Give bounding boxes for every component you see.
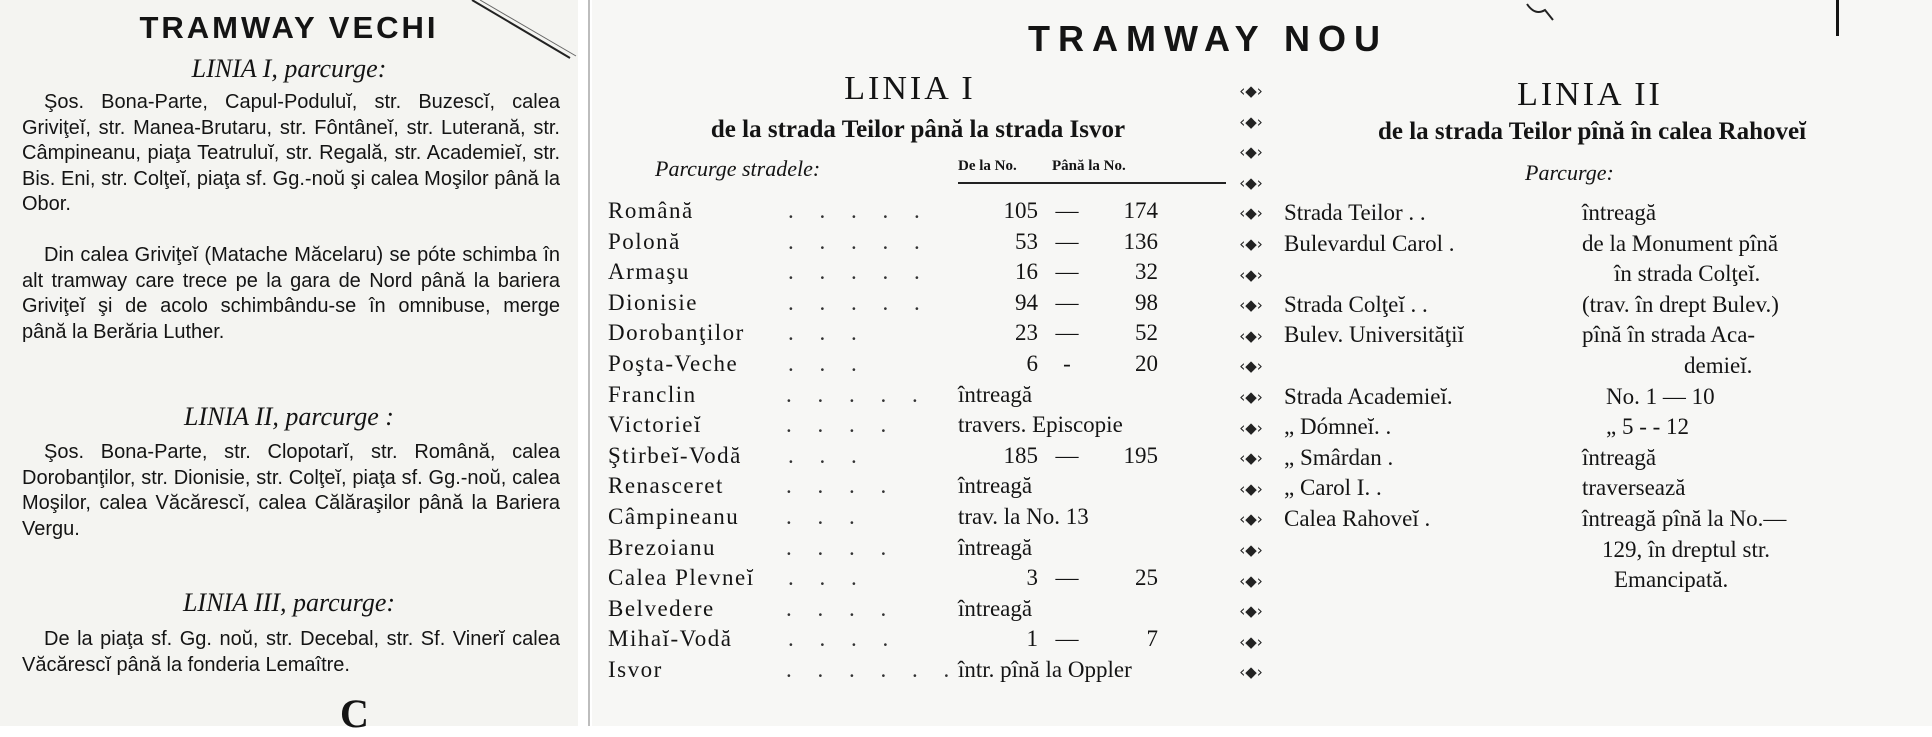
separator-ornament: ‹◆› (1239, 602, 1263, 621)
corner-ornament (1525, 0, 1555, 24)
leader-dots: . . . . (786, 595, 897, 621)
number-to: 25 (1135, 565, 1158, 591)
linia1-table (608, 198, 1238, 698)
linia2-street: Strada Academieĭ. (1284, 383, 1453, 409)
col-header-from: De la No. (958, 158, 1017, 174)
bottom-mark: C (340, 691, 369, 736)
table-row (608, 626, 1238, 656)
leader-dots: . . . (788, 565, 867, 591)
range-text: trav. la No. 13 (958, 504, 1089, 529)
street-name: Franclin (608, 381, 697, 407)
number-from: 6 (1026, 351, 1038, 376)
linia2-parcurge: Parcurge: (1525, 160, 1614, 185)
range-dash: — (1055, 565, 1079, 591)
separator-ornament: ‹◆› (1239, 510, 1263, 529)
left-linia3-paragraph: De la piaţa sf. Gg. noŭ, str. Decebal, str. Sf. Vinerĭ calea Văcărescĭ până la fonderia Lemaître. (22, 628, 560, 676)
separator-ornament: ‹◆› (1239, 388, 1263, 406)
separator-ornament: ‹◆› (1239, 571, 1263, 590)
leader-dots: . . . . (786, 534, 897, 560)
separator-ornament: ‹◆› (1239, 173, 1263, 192)
left-linia2-title: LINIA II, parcurge : (184, 402, 394, 431)
leader-dots: . . . . . (786, 381, 928, 407)
col-header-to: Până la No. (1052, 158, 1126, 174)
linia2-street: Strada Colţeĭ . . (1284, 291, 1428, 317)
separator-column (1238, 80, 1268, 700)
separator-ornament: ‹◆› (1239, 112, 1263, 131)
street-name: Isvor (608, 657, 663, 682)
linia2-description: Emancipată. (1614, 567, 1729, 593)
linia2-street: Bulevardul Carol . (1284, 230, 1455, 256)
street-name: Polonă (608, 228, 681, 254)
linia2-description: întreagă (1582, 444, 1657, 470)
leader-dots: . . . . . (788, 259, 930, 285)
separator-ornament: ‹◆› (1239, 143, 1263, 162)
table-row (608, 320, 1238, 350)
linia1-parcurge: Parcurge stradele: (655, 156, 821, 181)
range-dash: — (1055, 320, 1079, 346)
leader-dots: . . . . . (788, 289, 930, 315)
separator-ornament: ‹◆› (1239, 541, 1263, 559)
separator-ornament: ‹◆› (1239, 265, 1263, 284)
number-to: 32 (1135, 259, 1158, 285)
leader-dots: . . . . (786, 473, 897, 499)
leader-dots: . . . . . (788, 228, 930, 254)
number-to: 195 (1123, 442, 1158, 468)
table-row (608, 596, 1238, 626)
street-name: Belvedere (608, 595, 715, 621)
street-name: Dionisie (608, 289, 698, 315)
table-row (608, 351, 1238, 381)
linia2-subtitle: de la strada Teilor pînă în calea Rahoveĭ (1377, 118, 1807, 145)
linia2-street: Bulev. Universităţiĭ (1284, 322, 1464, 348)
leader-dots: . . . (788, 320, 867, 346)
linia1-subtitle: de la strada Teilor până la strada Isvor (710, 116, 1126, 143)
table-row (608, 473, 1238, 503)
linia2-street: „ Carol I. . (1284, 475, 1382, 501)
street-name: Brezoianu (608, 534, 717, 560)
leader-dots: . . . . . . (786, 657, 960, 682)
number-to: 174 (1123, 198, 1158, 223)
panel-divider (588, 0, 590, 726)
street-name: Română (608, 198, 694, 223)
range-text: întreagă (958, 473, 1033, 499)
header-rule (958, 182, 1226, 184)
range-dash: - (1063, 351, 1071, 376)
street-name: Poşta-Veche (608, 351, 739, 376)
separator-ornament: ‹◆› (1239, 449, 1263, 468)
number-to: 52 (1135, 320, 1158, 346)
street-name: Câmpineanu (608, 504, 740, 529)
table-row (608, 382, 1238, 412)
linia2-description: în strada Colţeĭ. (1614, 261, 1761, 287)
table-row (608, 229, 1238, 259)
leader-dots: . . . (786, 504, 865, 529)
linia2-description: 129, în dreptul str. (1602, 536, 1771, 562)
linia2-description: traversează (1582, 475, 1686, 501)
table-row (608, 657, 1238, 687)
linia2-description: întreagă pînă la No.— (1582, 506, 1787, 531)
linia2-street: Calea Rahoveĭ . (1284, 506, 1431, 531)
table-row (608, 565, 1238, 595)
linia2-description: de la Monument pînă (1582, 230, 1779, 256)
number-from: 53 (1015, 228, 1038, 254)
street-name: Armaşu (608, 259, 690, 285)
linia2-description: (trav. în drept Bulev.) (1582, 291, 1779, 317)
separator-ornament: ‹◆› (1239, 235, 1263, 253)
table-row (608, 535, 1238, 565)
linia2-street: „ Dómneĭ. . (1284, 414, 1392, 440)
linia2-description: întreagă (1582, 200, 1657, 225)
range-dash: — (1055, 442, 1079, 468)
number-from: 105 (1003, 198, 1038, 223)
linia2-description: „ 5 - - 12 (1606, 414, 1690, 440)
linia2-description: pînă în strada Aca- (1582, 322, 1756, 348)
leader-dots: . . . (788, 351, 867, 376)
number-to: 7 (1146, 626, 1158, 652)
table-row (608, 198, 1238, 228)
table-row (608, 259, 1238, 289)
separator-ornament: ‹◆› (1239, 357, 1263, 376)
table-row (608, 443, 1238, 473)
range-dash: — (1055, 198, 1079, 223)
range-text: travers. Episcopie (958, 412, 1123, 438)
range-text: întreagă (958, 381, 1033, 407)
separator-ornament: ‹◆› (1239, 82, 1263, 100)
street-name: Ştirbeĭ-Vodă (608, 442, 742, 468)
linia2-title: LINIA II (1517, 76, 1663, 113)
street-name: Calea Plevneĭ (608, 565, 755, 591)
separator-ornament: ‹◆› (1239, 632, 1263, 651)
range-dash: — (1055, 259, 1079, 285)
linia1-title: LINIA I (844, 70, 976, 107)
linia2-street: „ Smârdan . (1284, 444, 1394, 470)
number-to: 136 (1123, 228, 1158, 254)
range-dash: — (1055, 626, 1079, 652)
street-name: Renasceret (608, 473, 724, 499)
separator-ornament: ‹◆› (1239, 479, 1263, 498)
separator-ornament: ‹◆› (1239, 326, 1263, 345)
left-linia3-title: LINIA III, parcurge: (182, 588, 396, 617)
right-heading: TRAMWAY NOU (1028, 18, 1389, 59)
separator-ornament: ‹◆› (1239, 296, 1263, 315)
number-from: 3 (1026, 565, 1038, 591)
number-from: 185 (1003, 442, 1038, 468)
number-to: 98 (1135, 289, 1158, 315)
linia2-description: No. 1 — 10 (1606, 383, 1715, 409)
left-linia1-title: LINIA I, parcurge: (191, 54, 387, 83)
number-from: 16 (1015, 259, 1038, 285)
street-name: Mihaĭ-Vodă (608, 626, 733, 652)
number-to: 20 (1135, 351, 1158, 376)
separator-ornament: ‹◆› (1239, 663, 1263, 682)
table-row (608, 290, 1238, 320)
leader-dots: . . . (788, 442, 867, 468)
number-from: 94 (1015, 289, 1038, 315)
separator-ornament: ‹◆› (1239, 204, 1263, 223)
leader-dots: . . . . (786, 412, 897, 438)
number-from: 1 (1026, 626, 1038, 652)
range-text: întreagă (958, 534, 1033, 560)
linia2-table (1284, 198, 1924, 678)
linia2-street: Strada Teilor . . (1284, 200, 1426, 225)
separator-ornament: ‹◆› (1239, 418, 1263, 437)
left-linia1-note: Din calea Griviţeĭ (Matache Măcelaru) se póte schimba în alt tramway care trece pe la gara de Nord până la bariera Griviţeĭ şi de acolo schimbându-se în omnibuse, merge până la Berăria Luther. (22, 244, 560, 343)
range-dash: — (1055, 289, 1079, 315)
number-from: 23 (1015, 320, 1038, 346)
range-text: întreagă (958, 595, 1033, 621)
range-dash: — (1055, 228, 1079, 254)
table-row (608, 504, 1238, 534)
street-name: Dorobanţilor (608, 320, 745, 346)
edge-rule (1836, 0, 1839, 36)
left-linia1-paragraph: Şos. Bona-Parte, Capul-Poduluĭ, str. Buzescĭ, calea Griviţeĭ, str. Manea-Brutaru, str. Fôntâneĭ, str. Luterană, str. Câmpineanu, piaţa Teatruluĭ, str. Regală, str. Academieĭ, str. Bis. Eni, str. Colţeĭ, piaţa sf. Gg.-noŭ şi calea Moşilor până la Obor. (22, 91, 560, 215)
left-linia2-paragraph: Şos. Bona-Parte, str. Clopotarĭ, str. Română, calea Dorobanţilor, str. Dionisie, str. Colţeĭ, piaţa sf. Gg.-noŭ, calea Moşilor, calea Văcărescĭ, calea Călăraşilor până la Bariera Vergu. (22, 441, 560, 540)
street-name: Victorieĭ (608, 412, 702, 438)
left-heading: TRAMWAY VECHI (139, 10, 439, 45)
range-text: într. pînă la Oppler (958, 657, 1132, 682)
linia2-description: demieĭ. (1684, 353, 1753, 378)
leader-dots: . . . . (788, 626, 899, 652)
table-row (608, 412, 1238, 442)
leader-dots: . . . . . (788, 198, 930, 223)
